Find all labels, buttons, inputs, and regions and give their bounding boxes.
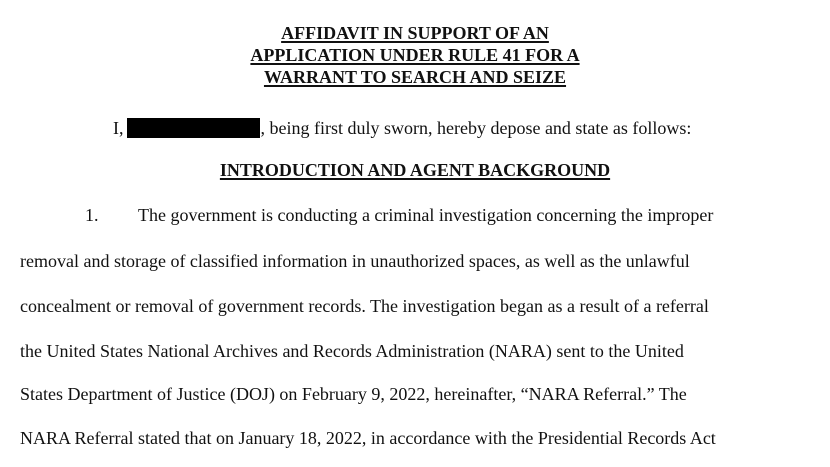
title-line-2: APPLICATION UNDER RULE 41 FOR A [250,45,580,65]
paragraph-line-5: States Department of Justice (DOJ) on February 9, 2022, hereinafter, “NARA Referral.” The [20,384,687,404]
intro-suffix: , being first duly sworn, hereby depose and state as follows: [260,118,692,138]
paragraph-number: 1. [85,205,99,225]
intro-statement [113,117,691,139]
title-line-3: WARRANT TO SEARCH AND SEIZE [263,67,567,87]
title-line-1: AFFIDAVIT IN SUPPORT OF AN [281,23,549,43]
paragraph-line-3: concealment or removal of government records. The investigation began as a result of a referral [20,296,709,316]
redacted-name-block [127,118,260,138]
paragraph-line-2: removal and storage of classified information in unauthorized spaces, as well as the unlawful [20,251,690,271]
section-heading: INTRODUCTION AND AGENT BACKGROUND [219,160,611,180]
paragraph-line-4: the United States National Archives and Records Administration (NARA) sent to the United [20,341,684,361]
intro-prefix: I, [113,118,124,138]
paragraph-line-1: The government is conducting a criminal investigation concerning the improper [138,205,714,225]
paragraph-line-6: NARA Referral stated that on January 18, 2022, in accordance with the Presidential Records Act [20,428,716,448]
